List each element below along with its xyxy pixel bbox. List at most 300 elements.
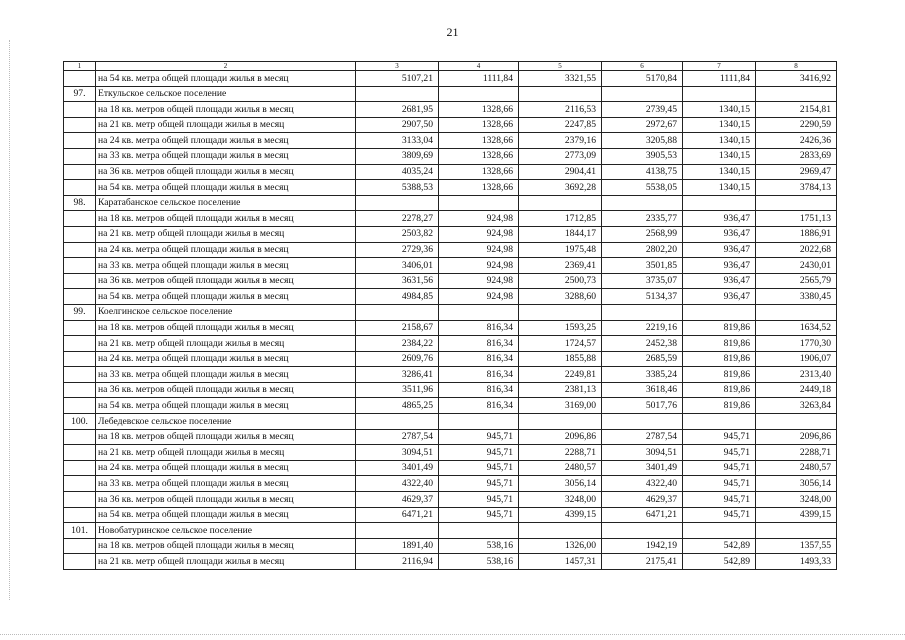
row-number-cell xyxy=(64,382,96,398)
value-cell: 2288,71 xyxy=(756,445,837,461)
empty-cell xyxy=(756,195,837,211)
value-cell: 1111,84 xyxy=(439,71,519,87)
value-cell: 2249,81 xyxy=(519,367,602,383)
value-cell: 924,98 xyxy=(439,242,519,258)
value-cell: 3263,84 xyxy=(756,398,837,414)
value-cell: 1634,52 xyxy=(756,320,837,336)
row-label: на 18 кв. метров общей площади жилья в месяц xyxy=(96,538,356,554)
row-label: на 54 кв. метра общей площади жилья в месяц xyxy=(96,507,356,523)
table-row xyxy=(64,476,837,492)
table-row xyxy=(64,445,837,461)
value-cell: 538,16 xyxy=(439,554,519,570)
value-cell: 6471,21 xyxy=(602,507,683,523)
row-label: на 36 кв. метров общей площади жилья в месяц xyxy=(96,273,356,289)
value-cell: 4322,40 xyxy=(602,476,683,492)
value-cell: 1975,48 xyxy=(519,242,602,258)
value-cell: 3248,00 xyxy=(519,492,602,508)
row-label: на 24 кв. метра общей площади жилья в месяц xyxy=(96,351,356,367)
row-number-cell xyxy=(64,148,96,164)
row-number-cell xyxy=(64,398,96,414)
value-cell: 3288,60 xyxy=(519,289,602,305)
table-row xyxy=(64,133,837,149)
value-cell: 4399,15 xyxy=(756,507,837,523)
column-number: 3 xyxy=(356,62,439,71)
value-cell: 2369,41 xyxy=(519,258,602,274)
value-cell: 945,71 xyxy=(683,492,756,508)
table-row xyxy=(64,180,837,196)
value-cell: 936,47 xyxy=(683,226,756,242)
row-label: на 54 кв. метра общей площади жилья в месяц xyxy=(96,180,356,196)
value-cell: 2681,95 xyxy=(356,102,439,118)
empty-cell xyxy=(356,414,439,430)
value-cell: 3385,24 xyxy=(602,367,683,383)
value-cell: 2022,68 xyxy=(756,242,837,258)
value-cell: 2480,57 xyxy=(756,460,837,476)
value-cell: 2158,67 xyxy=(356,320,439,336)
value-cell: 3809,69 xyxy=(356,148,439,164)
table-row xyxy=(64,336,837,352)
row-number-cell xyxy=(64,102,96,118)
row-number-cell xyxy=(64,320,96,336)
row-label: на 21 кв. метр общей площади жилья в месяц xyxy=(96,226,356,242)
row-number-cell xyxy=(64,273,96,289)
value-cell: 936,47 xyxy=(683,211,756,227)
value-cell: 4865,25 xyxy=(356,398,439,414)
scan-edge-bottom xyxy=(0,634,905,636)
empty-cell xyxy=(439,195,519,211)
row-label: на 36 кв. метров общей площади жилья в месяц xyxy=(96,164,356,180)
value-cell: 1855,88 xyxy=(519,351,602,367)
value-cell: 945,71 xyxy=(683,429,756,445)
column-number: 1 xyxy=(64,62,96,71)
row-number-cell xyxy=(64,538,96,554)
empty-cell xyxy=(519,414,602,430)
table-row xyxy=(64,398,837,414)
value-cell: 816,34 xyxy=(439,382,519,398)
empty-cell xyxy=(439,414,519,430)
value-cell: 3169,00 xyxy=(519,398,602,414)
value-cell: 1493,33 xyxy=(756,554,837,570)
value-cell: 3511,96 xyxy=(356,382,439,398)
value-cell: 3056,14 xyxy=(519,476,602,492)
value-cell: 4035,24 xyxy=(356,164,439,180)
row-number-cell xyxy=(64,429,96,445)
row-label: на 33 кв. метра общей площади жилья в месяц xyxy=(96,367,356,383)
scan-edge-left xyxy=(9,40,11,600)
value-cell: 3094,51 xyxy=(602,445,683,461)
value-cell: 3416,92 xyxy=(756,71,837,87)
row-number-cell xyxy=(64,242,96,258)
value-cell: 3401,49 xyxy=(356,460,439,476)
column-number: 2 xyxy=(96,62,356,71)
row-label: на 18 кв. метров общей площади жилья в месяц xyxy=(96,211,356,227)
value-cell: 542,89 xyxy=(683,554,756,570)
value-cell: 819,86 xyxy=(683,320,756,336)
value-cell: 5017,76 xyxy=(602,398,683,414)
table-row xyxy=(64,351,837,367)
value-cell: 936,47 xyxy=(683,273,756,289)
value-cell: 1328,66 xyxy=(439,117,519,133)
table-row xyxy=(64,258,837,274)
row-number-cell xyxy=(64,367,96,383)
empty-cell xyxy=(602,86,683,102)
value-cell: 819,86 xyxy=(683,367,756,383)
table-row xyxy=(64,211,837,227)
empty-cell xyxy=(356,523,439,539)
value-cell: 2219,16 xyxy=(602,320,683,336)
value-cell: 936,47 xyxy=(683,242,756,258)
value-cell: 945,71 xyxy=(683,507,756,523)
value-cell: 945,71 xyxy=(439,429,519,445)
column-number: 4 xyxy=(439,62,519,71)
value-cell: 5170,84 xyxy=(602,71,683,87)
value-cell: 2969,47 xyxy=(756,164,837,180)
section-row xyxy=(64,304,837,320)
value-cell: 1712,85 xyxy=(519,211,602,227)
table-row xyxy=(64,242,837,258)
value-cell: 816,34 xyxy=(439,351,519,367)
row-number-cell xyxy=(64,460,96,476)
section-row xyxy=(64,86,837,102)
value-cell: 1906,07 xyxy=(756,351,837,367)
value-cell: 1328,66 xyxy=(439,164,519,180)
value-cell: 2116,94 xyxy=(356,554,439,570)
value-cell: 2426,36 xyxy=(756,133,837,149)
value-cell: 1724,57 xyxy=(519,336,602,352)
value-cell: 819,86 xyxy=(683,336,756,352)
value-cell: 5538,05 xyxy=(602,180,683,196)
value-cell: 1770,30 xyxy=(756,336,837,352)
value-cell: 1457,31 xyxy=(519,554,602,570)
value-cell: 2154,81 xyxy=(756,102,837,118)
value-cell: 3735,07 xyxy=(602,273,683,289)
value-cell: 1328,66 xyxy=(439,148,519,164)
value-cell: 2773,09 xyxy=(519,148,602,164)
tariff-table xyxy=(63,61,837,570)
section-row xyxy=(64,414,837,430)
value-cell: 2833,69 xyxy=(756,148,837,164)
column-number-row xyxy=(64,62,837,71)
row-number-cell xyxy=(64,164,96,180)
value-cell: 1886,91 xyxy=(756,226,837,242)
table-row xyxy=(64,367,837,383)
value-cell: 2972,67 xyxy=(602,117,683,133)
section-row xyxy=(64,195,837,211)
empty-cell xyxy=(356,195,439,211)
value-cell: 1942,19 xyxy=(602,538,683,554)
empty-cell xyxy=(356,304,439,320)
section-name: Лебедевское сельское поселение xyxy=(96,414,356,430)
row-number-cell xyxy=(64,492,96,508)
value-cell: 3380,45 xyxy=(756,289,837,305)
table-row xyxy=(64,320,837,336)
row-number-cell xyxy=(64,258,96,274)
section-number: 98. xyxy=(64,195,96,211)
value-cell: 2096,86 xyxy=(519,429,602,445)
page-number: 21 xyxy=(446,25,459,39)
value-cell: 819,86 xyxy=(683,351,756,367)
value-cell: 2278,27 xyxy=(356,211,439,227)
value-cell: 3501,85 xyxy=(602,258,683,274)
value-cell: 1328,66 xyxy=(439,180,519,196)
table-row xyxy=(64,460,837,476)
value-cell: 3248,00 xyxy=(756,492,837,508)
row-label: на 18 кв. метров общей площади жилья в месяц xyxy=(96,320,356,336)
value-cell: 6471,21 xyxy=(356,507,439,523)
row-number-cell xyxy=(64,211,96,227)
value-cell: 5134,37 xyxy=(602,289,683,305)
value-cell: 2685,59 xyxy=(602,351,683,367)
table-row xyxy=(64,273,837,289)
row-label: на 21 кв. метр общей площади жилья в месяц xyxy=(96,117,356,133)
value-cell: 1340,15 xyxy=(683,180,756,196)
value-cell: 2335,77 xyxy=(602,211,683,227)
value-cell: 2247,85 xyxy=(519,117,602,133)
value-cell: 2787,54 xyxy=(356,429,439,445)
value-cell: 945,71 xyxy=(683,476,756,492)
table-row xyxy=(64,507,837,523)
value-cell: 4629,37 xyxy=(602,492,683,508)
row-label: на 18 кв. метров общей площади жилья в месяц xyxy=(96,102,356,118)
empty-cell xyxy=(519,195,602,211)
value-cell: 819,86 xyxy=(683,398,756,414)
table-row xyxy=(64,429,837,445)
row-label: на 54 кв. метра общей площади жилья в месяц xyxy=(96,71,356,87)
empty-cell xyxy=(756,414,837,430)
value-cell: 2116,53 xyxy=(519,102,602,118)
value-cell: 945,71 xyxy=(439,507,519,523)
value-cell: 2480,57 xyxy=(519,460,602,476)
row-label: на 18 кв. метров общей площади жилья в месяц xyxy=(96,429,356,445)
table-row xyxy=(64,289,837,305)
value-cell: 816,34 xyxy=(439,320,519,336)
value-cell: 945,71 xyxy=(683,460,756,476)
value-cell: 1340,15 xyxy=(683,164,756,180)
empty-cell xyxy=(756,86,837,102)
table-row xyxy=(64,71,837,87)
value-cell: 2904,41 xyxy=(519,164,602,180)
column-number: 5 xyxy=(519,62,602,71)
empty-cell xyxy=(439,304,519,320)
table-row xyxy=(64,492,837,508)
value-cell: 3618,46 xyxy=(602,382,683,398)
section-name: Каратабанское сельское поселение xyxy=(96,195,356,211)
empty-cell xyxy=(683,195,756,211)
value-cell: 3692,28 xyxy=(519,180,602,196)
value-cell: 816,34 xyxy=(439,367,519,383)
value-cell: 3401,49 xyxy=(602,460,683,476)
value-cell: 3631,56 xyxy=(356,273,439,289)
value-cell: 2802,20 xyxy=(602,242,683,258)
value-cell: 945,71 xyxy=(683,445,756,461)
section-number: 97. xyxy=(64,86,96,102)
value-cell: 1357,55 xyxy=(756,538,837,554)
value-cell: 1340,15 xyxy=(683,133,756,149)
section-row xyxy=(64,523,837,539)
value-cell: 2288,71 xyxy=(519,445,602,461)
empty-cell xyxy=(519,523,602,539)
value-cell: 2384,22 xyxy=(356,336,439,352)
row-label: на 36 кв. метров общей площади жилья в месяц xyxy=(96,492,356,508)
value-cell: 2430,01 xyxy=(756,258,837,274)
empty-cell xyxy=(602,523,683,539)
table-row xyxy=(64,382,837,398)
row-label: на 54 кв. метра общей площади жилья в месяц xyxy=(96,289,356,305)
value-cell: 3286,41 xyxy=(356,367,439,383)
value-cell: 936,47 xyxy=(683,289,756,305)
section-number: 101. xyxy=(64,523,96,539)
value-cell: 2175,41 xyxy=(602,554,683,570)
table-row xyxy=(64,554,837,570)
empty-cell xyxy=(356,86,439,102)
empty-cell xyxy=(602,414,683,430)
value-cell: 1340,15 xyxy=(683,102,756,118)
value-cell: 5107,21 xyxy=(356,71,439,87)
empty-cell xyxy=(683,86,756,102)
value-cell: 3205,88 xyxy=(602,133,683,149)
value-cell: 2907,50 xyxy=(356,117,439,133)
value-cell: 2739,45 xyxy=(602,102,683,118)
value-cell: 4322,40 xyxy=(356,476,439,492)
empty-cell xyxy=(683,414,756,430)
table-row xyxy=(64,226,837,242)
row-number-cell xyxy=(64,71,96,87)
value-cell: 2568,99 xyxy=(602,226,683,242)
value-cell: 2500,73 xyxy=(519,273,602,289)
row-label: на 54 кв. метра общей площади жилья в месяц xyxy=(96,398,356,414)
value-cell: 2503,82 xyxy=(356,226,439,242)
value-cell: 816,34 xyxy=(439,336,519,352)
value-cell: 1844,17 xyxy=(519,226,602,242)
section-name: Коелгинское сельское поселение xyxy=(96,304,356,320)
row-label: на 24 кв. метра общей площади жилья в месяц xyxy=(96,133,356,149)
value-cell: 3406,01 xyxy=(356,258,439,274)
value-cell: 3094,51 xyxy=(356,445,439,461)
value-cell: 4399,15 xyxy=(519,507,602,523)
table-row xyxy=(64,164,837,180)
column-number: 7 xyxy=(683,62,756,71)
row-label: на 24 кв. метра общей площади жилья в месяц xyxy=(96,242,356,258)
value-cell: 936,47 xyxy=(683,258,756,274)
empty-cell xyxy=(602,304,683,320)
value-cell: 2290,59 xyxy=(756,117,837,133)
value-cell: 924,98 xyxy=(439,258,519,274)
value-cell: 1891,40 xyxy=(356,538,439,554)
table-row xyxy=(64,102,837,118)
row-label: на 33 кв. метра общей площади жилья в месяц xyxy=(96,148,356,164)
value-cell: 542,89 xyxy=(683,538,756,554)
value-cell: 3905,53 xyxy=(602,148,683,164)
section-name: Еткульское сельское поселение xyxy=(96,86,356,102)
value-cell: 924,98 xyxy=(439,273,519,289)
value-cell: 2729,36 xyxy=(356,242,439,258)
section-number: 99. xyxy=(64,304,96,320)
row-number-cell xyxy=(64,289,96,305)
value-cell: 2609,76 xyxy=(356,351,439,367)
empty-cell xyxy=(683,523,756,539)
row-label: на 21 кв. метр общей площади жилья в месяц xyxy=(96,554,356,570)
row-number-cell xyxy=(64,117,96,133)
row-number-cell xyxy=(64,554,96,570)
value-cell: 1328,66 xyxy=(439,102,519,118)
row-number-cell xyxy=(64,445,96,461)
value-cell: 4138,75 xyxy=(602,164,683,180)
value-cell: 2313,40 xyxy=(756,367,837,383)
value-cell: 2452,38 xyxy=(602,336,683,352)
empty-cell xyxy=(439,523,519,539)
column-number: 6 xyxy=(602,62,683,71)
row-label: на 36 кв. метров общей площади жилья в месяц xyxy=(96,382,356,398)
value-cell: 1593,25 xyxy=(519,320,602,336)
value-cell: 538,16 xyxy=(439,538,519,554)
value-cell: 924,98 xyxy=(439,226,519,242)
value-cell: 2449,18 xyxy=(756,382,837,398)
empty-cell xyxy=(519,304,602,320)
value-cell: 1340,15 xyxy=(683,117,756,133)
row-label: на 21 кв. метр общей площади жилья в месяц xyxy=(96,336,356,352)
row-label: на 33 кв. метра общей площади жилья в месяц xyxy=(96,476,356,492)
value-cell: 1328,66 xyxy=(439,133,519,149)
row-number-cell xyxy=(64,507,96,523)
value-cell: 1340,15 xyxy=(683,148,756,164)
value-cell: 5388,53 xyxy=(356,180,439,196)
value-cell: 819,86 xyxy=(683,382,756,398)
empty-cell xyxy=(519,86,602,102)
value-cell: 945,71 xyxy=(439,460,519,476)
section-number: 100. xyxy=(64,414,96,430)
row-label: на 33 кв. метра общей площади жилья в месяц xyxy=(96,258,356,274)
value-cell: 945,71 xyxy=(439,492,519,508)
row-number-cell xyxy=(64,133,96,149)
row-number-cell xyxy=(64,226,96,242)
value-cell: 2565,79 xyxy=(756,273,837,289)
value-cell: 924,98 xyxy=(439,211,519,227)
empty-cell xyxy=(756,304,837,320)
value-cell: 2787,54 xyxy=(602,429,683,445)
value-cell: 2096,86 xyxy=(756,429,837,445)
table-row xyxy=(64,117,837,133)
value-cell: 945,71 xyxy=(439,445,519,461)
value-cell: 4629,37 xyxy=(356,492,439,508)
empty-cell xyxy=(439,86,519,102)
value-cell: 3056,14 xyxy=(756,476,837,492)
section-name: Новобатуринское сельское поселение xyxy=(96,523,356,539)
value-cell: 4984,85 xyxy=(356,289,439,305)
table-row xyxy=(64,148,837,164)
row-number-cell xyxy=(64,180,96,196)
row-number-cell xyxy=(64,336,96,352)
empty-cell xyxy=(756,523,837,539)
value-cell: 3133,04 xyxy=(356,133,439,149)
row-number-cell xyxy=(64,351,96,367)
row-number-cell xyxy=(64,476,96,492)
value-cell: 2381,13 xyxy=(519,382,602,398)
row-label: на 21 кв. метр общей площади жилья в месяц xyxy=(96,445,356,461)
value-cell: 924,98 xyxy=(439,289,519,305)
table-row xyxy=(64,538,837,554)
value-cell: 1326,00 xyxy=(519,538,602,554)
empty-cell xyxy=(602,195,683,211)
value-cell: 3321,55 xyxy=(519,71,602,87)
value-cell: 1751,13 xyxy=(756,211,837,227)
empty-cell xyxy=(683,304,756,320)
value-cell: 945,71 xyxy=(439,476,519,492)
value-cell: 1111,84 xyxy=(683,71,756,87)
value-cell: 2379,16 xyxy=(519,133,602,149)
value-cell: 3784,13 xyxy=(756,180,837,196)
row-label: на 24 кв. метра общей площади жилья в месяц xyxy=(96,460,356,476)
column-number: 8 xyxy=(756,62,837,71)
